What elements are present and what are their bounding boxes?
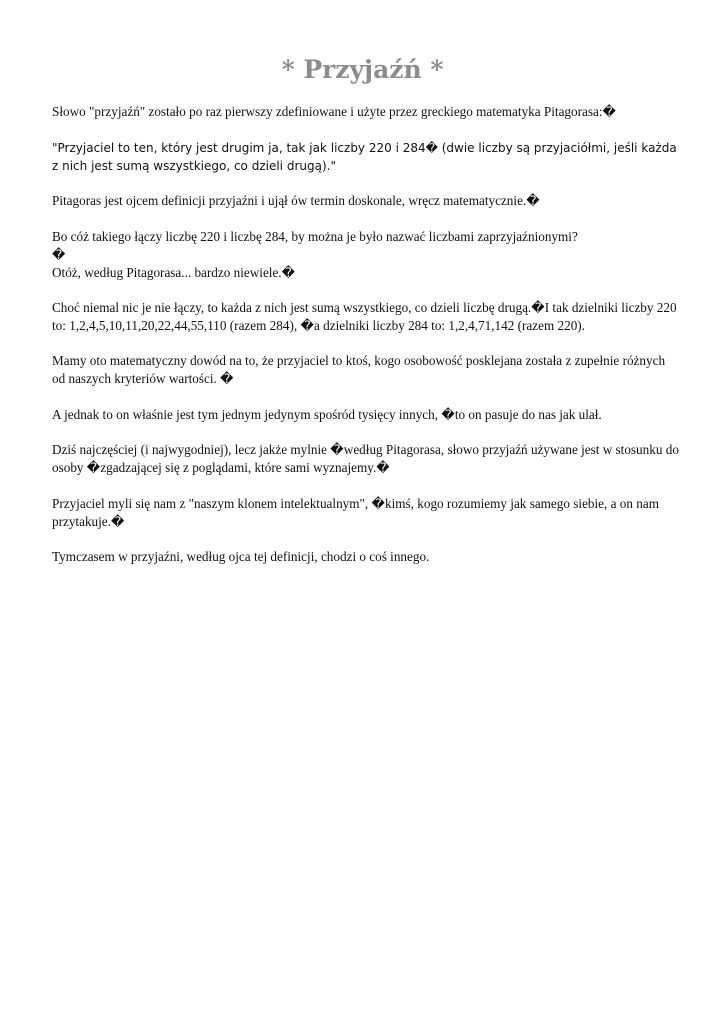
- paragraph-8: Dziś najczęściej (i najwygodniej), lecz jakże mylnie �według Pitagorasa, słowo przyjaźń używane jest w stosunku do osoby �zgadzającej się z poglądami, które sami wyznajemy.�: [52, 442, 679, 475]
- paragraph-3: Pitagoras jest ojcem definicji przyjaźni i ujął ów termin doskonale, wręcz matematycznie.�: [52, 193, 540, 208]
- paragraph-4-symbol: �: [52, 247, 66, 262]
- paragraph-10: Tymczasem w przyjaźni, według ojca tej definicji, chodzi o coś innego.: [52, 549, 430, 564]
- paragraph-1: Słowo "przyjaźń" zostało po raz pierwszy zdefiniowane i użyte przez greckiego matematyka Pitagorasa:�: [52, 104, 617, 119]
- paragraph-6: Mamy oto matematyczny dowód na to, że przyjaciel to ktoś, kogo osobowość posklejana została z zupełnie różnych od naszych kryteriów wartości. �: [52, 353, 666, 386]
- paragraph-7: A jednak to on właśnie jest tym jednym jedynym spośród tysięcy innych, �to on pasuje do nas jak ulał.: [52, 407, 602, 422]
- paragraph-2-quote: "Przyjaciel to ten, który jest drugim ja, tak jak liczby 220 i 284� (dwie liczby są przyjaciółmi, jeśli każda z nich jest sumą wszystkiego, co dzieli drugą).": [52, 141, 677, 173]
- paragraph-9: Przyjaciel myli się nam z "naszym klonem intelektualnym", �kimś, kogo rozumiemy jak samego siebie, a on nam przytakuje.�: [52, 496, 659, 529]
- paragraph-4-question: Bo cóż takiego łączy liczbę 220 i liczbę 284, by można je było nazwać liczbami zaprzyjaźnionymi?: [52, 229, 578, 244]
- paragraph-4-answer: Otóż, według Pitagorasa... bardzo niewiele.�: [52, 265, 296, 280]
- document-title: * Przyjaźń *: [281, 55, 444, 84]
- paragraph-5: Choć niemal nic je nie łączy, to każda z nich jest sumą wszystkiego, co dzieli liczbę drugą.�I tak dzielniki liczby 220 to: 1,2,4,5,10,11,20,22,44,55,110 (razem 284), �a dzielniki liczby 284 to: 1,2,4,71,142 (razem 220).: [52, 300, 677, 333]
